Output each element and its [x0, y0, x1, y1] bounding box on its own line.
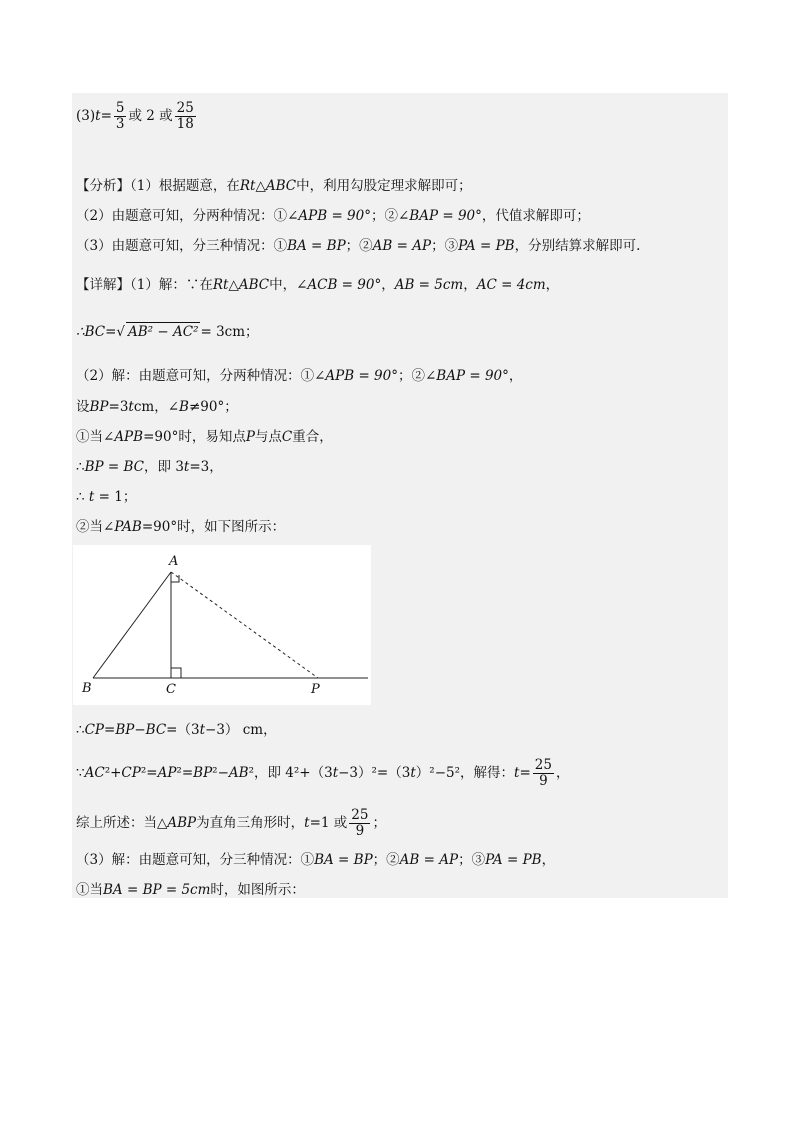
text: 为直角三角形时，: [196, 815, 305, 831]
detail-line-1: [76, 276, 559, 294]
text: =（3: [166, 722, 200, 738]
text: ²+: [104, 765, 122, 781]
text: =: [104, 722, 116, 738]
var: t: [304, 815, 310, 831]
text: ，: [381, 277, 395, 293]
part2-line-4: [76, 458, 223, 476]
text: （1）根据题意，在: [130, 178, 240, 194]
text: ①当∠: [76, 429, 115, 445]
var: BC: [145, 722, 167, 738]
math-expr: BA = BP = 5cm: [103, 882, 211, 898]
denominator: 18: [176, 116, 194, 132]
sqrt-symbol: √: [116, 324, 126, 340]
text: ²，即 4²+（3: [248, 765, 333, 781]
var: t: [183, 459, 190, 475]
segment-ab: [93, 572, 171, 678]
label-b: B: [82, 681, 92, 696]
var: AC: [84, 765, 105, 781]
text: ；: [245, 324, 259, 340]
text: ²=: [176, 765, 194, 781]
text: 时，如图所示：: [210, 882, 305, 898]
text: ∵: [76, 765, 85, 781]
text: 中，利用勾股定理求解即可；: [296, 178, 472, 194]
equals: =: [100, 108, 112, 124]
text: 与点: [254, 429, 282, 445]
math-expr: PA = PB: [485, 852, 542, 868]
triangle-abc: △ABC: [228, 277, 270, 293]
answer-line-3: [76, 101, 198, 132]
fraction-25-9: [349, 808, 370, 839]
text: ；②: [372, 852, 400, 868]
part3-line-1: [76, 851, 555, 869]
var: BP: [193, 765, 213, 781]
text: ①当: [76, 882, 103, 898]
var: CP: [121, 765, 141, 781]
text: ；②: [397, 368, 425, 384]
numerator: 5: [115, 100, 125, 116]
text: ，: [508, 368, 523, 384]
math-expr: ∠ACB = 90°: [296, 277, 382, 293]
var: BC: [123, 459, 145, 475]
analysis-line-3: [76, 237, 640, 255]
text: 重合，: [292, 429, 333, 445]
text: =90°时，易知点: [143, 429, 246, 445]
radicand: AB² − AC²: [128, 324, 199, 340]
math-expr: AB = AP: [399, 852, 459, 868]
var-t: t: [95, 108, 101, 124]
part2-line-6: [76, 518, 285, 536]
denominator: 9: [539, 773, 548, 789]
text: −3） cm，: [205, 722, 277, 738]
math-expr: BA = BP: [287, 238, 346, 254]
text: （1）解：∵在: [130, 277, 213, 293]
part3-line-2: [76, 881, 305, 899]
text: ；②: [345, 238, 373, 254]
math-expr: ∠APB = 90°: [287, 208, 371, 224]
text: ②当∠: [76, 519, 115, 535]
var: t: [128, 399, 134, 415]
math-expr: AC = 4cm: [476, 277, 546, 293]
text: −: [134, 722, 146, 738]
text: ²−: [212, 765, 229, 781]
part2-conclusion: [76, 808, 386, 839]
text: ，: [555, 765, 570, 781]
triangle-abp: △ABP: [157, 815, 197, 831]
var: BP: [89, 399, 109, 415]
text: ）²−5²，解得：: [415, 765, 515, 781]
text: ，代值求解即可；: [481, 208, 590, 224]
text: ，: [545, 277, 560, 293]
var: t: [332, 765, 339, 781]
numerator: 25: [534, 757, 552, 773]
triangle-diagram: [73, 545, 371, 705]
part2-line-2: [76, 398, 238, 416]
analysis-tag: 【分析】: [76, 178, 130, 194]
numerator: 25: [176, 100, 194, 116]
fraction-5-3: [114, 101, 127, 132]
math-expr: PA = PB: [458, 238, 515, 254]
text: ，: [541, 852, 556, 868]
right-angle-mark-c: [171, 668, 181, 678]
detail-tag: 【详解】: [76, 277, 130, 293]
fraction-25-18: [175, 101, 196, 132]
text: ；: [372, 815, 386, 831]
text: 综上所述：当: [76, 815, 157, 831]
text: ∴: [76, 459, 85, 475]
denominator: 9: [355, 823, 365, 839]
math-expr: AB = AP: [372, 238, 432, 254]
fraction-25-9: [533, 758, 554, 789]
text: 中，: [269, 277, 297, 293]
part2-line-3: [76, 428, 333, 446]
math-expr: ∠APB = 90°: [314, 368, 398, 384]
analysis-line-2: [76, 207, 590, 225]
segment-ap-dashed: [171, 572, 318, 678]
label-a: A: [169, 554, 179, 569]
text: =1 或: [309, 815, 348, 831]
math-expr: AB = 5cm: [394, 277, 464, 293]
part2-line-1: [76, 367, 522, 385]
math-expr: ∠BAP = 90°: [397, 208, 482, 224]
part2-line-7: [76, 721, 277, 739]
text: ，即 3: [144, 459, 184, 475]
text: −3）²=（3: [338, 765, 411, 781]
label-p: P: [311, 682, 320, 697]
denominator: 3: [115, 116, 125, 132]
var: t: [514, 765, 520, 781]
var: APB: [114, 429, 144, 445]
text: （2）解：由题意可知，分两种情况：①: [76, 368, 315, 384]
text: = 3cm: [200, 324, 246, 340]
text: （3）由题意可知，分三种情况：①: [76, 238, 288, 254]
rt-symbol: Rt: [212, 277, 229, 293]
var: t: [410, 765, 416, 781]
text: =: [103, 459, 124, 475]
math-expr: ∠BAP = 90°: [424, 368, 509, 384]
math-expr: BA = BP: [314, 852, 373, 868]
var: t: [88, 489, 95, 505]
text: 设: [76, 399, 90, 415]
var: CP: [84, 722, 105, 738]
triangle-abc: △ABC: [255, 178, 297, 194]
var: BP: [84, 459, 104, 475]
text: ；: [122, 489, 137, 505]
text: ∴: [76, 722, 85, 738]
text: ≠90°；: [188, 399, 238, 415]
text: ²=: [140, 765, 158, 781]
var: t: [199, 722, 206, 738]
rt-symbol: Rt: [239, 178, 256, 194]
var: BP: [115, 722, 135, 738]
or-text: 或 2 或: [128, 108, 173, 124]
var: C: [281, 429, 293, 445]
part2-line-8: [76, 758, 569, 789]
part2-line-5: [76, 488, 136, 506]
text: =3: [108, 399, 129, 415]
analysis-line-1: [76, 177, 472, 195]
text: ∴: [76, 489, 89, 505]
var: AB: [228, 765, 249, 781]
text: ；③: [458, 852, 486, 868]
triangle-figure: [73, 545, 371, 705]
numerator: 25: [351, 807, 369, 823]
text: （3）解：由题意可知，分三种情况：①: [76, 852, 315, 868]
var: P: [245, 429, 255, 445]
text: cm，∠: [133, 399, 180, 415]
detail-line-2: [76, 322, 259, 341]
text: =: [519, 765, 531, 781]
var: AP: [157, 765, 177, 781]
text: （2）由题意可知，分两种情况：①: [76, 208, 288, 224]
label-c: C: [166, 682, 176, 697]
text: =90°时，如下图所示：: [141, 519, 286, 535]
text: ；③: [431, 238, 459, 254]
text: =3，: [189, 459, 223, 475]
var: B: [179, 399, 189, 415]
text: ，: [463, 277, 477, 293]
var: PAB: [114, 519, 142, 535]
text: = 1: [94, 489, 123, 505]
text: ∴BC=: [76, 324, 117, 340]
right-angle-mark-a: [171, 575, 179, 582]
text: ，分别结算求解即可.: [514, 238, 641, 254]
part-number: (3): [76, 108, 96, 124]
text: ；②: [370, 208, 398, 224]
